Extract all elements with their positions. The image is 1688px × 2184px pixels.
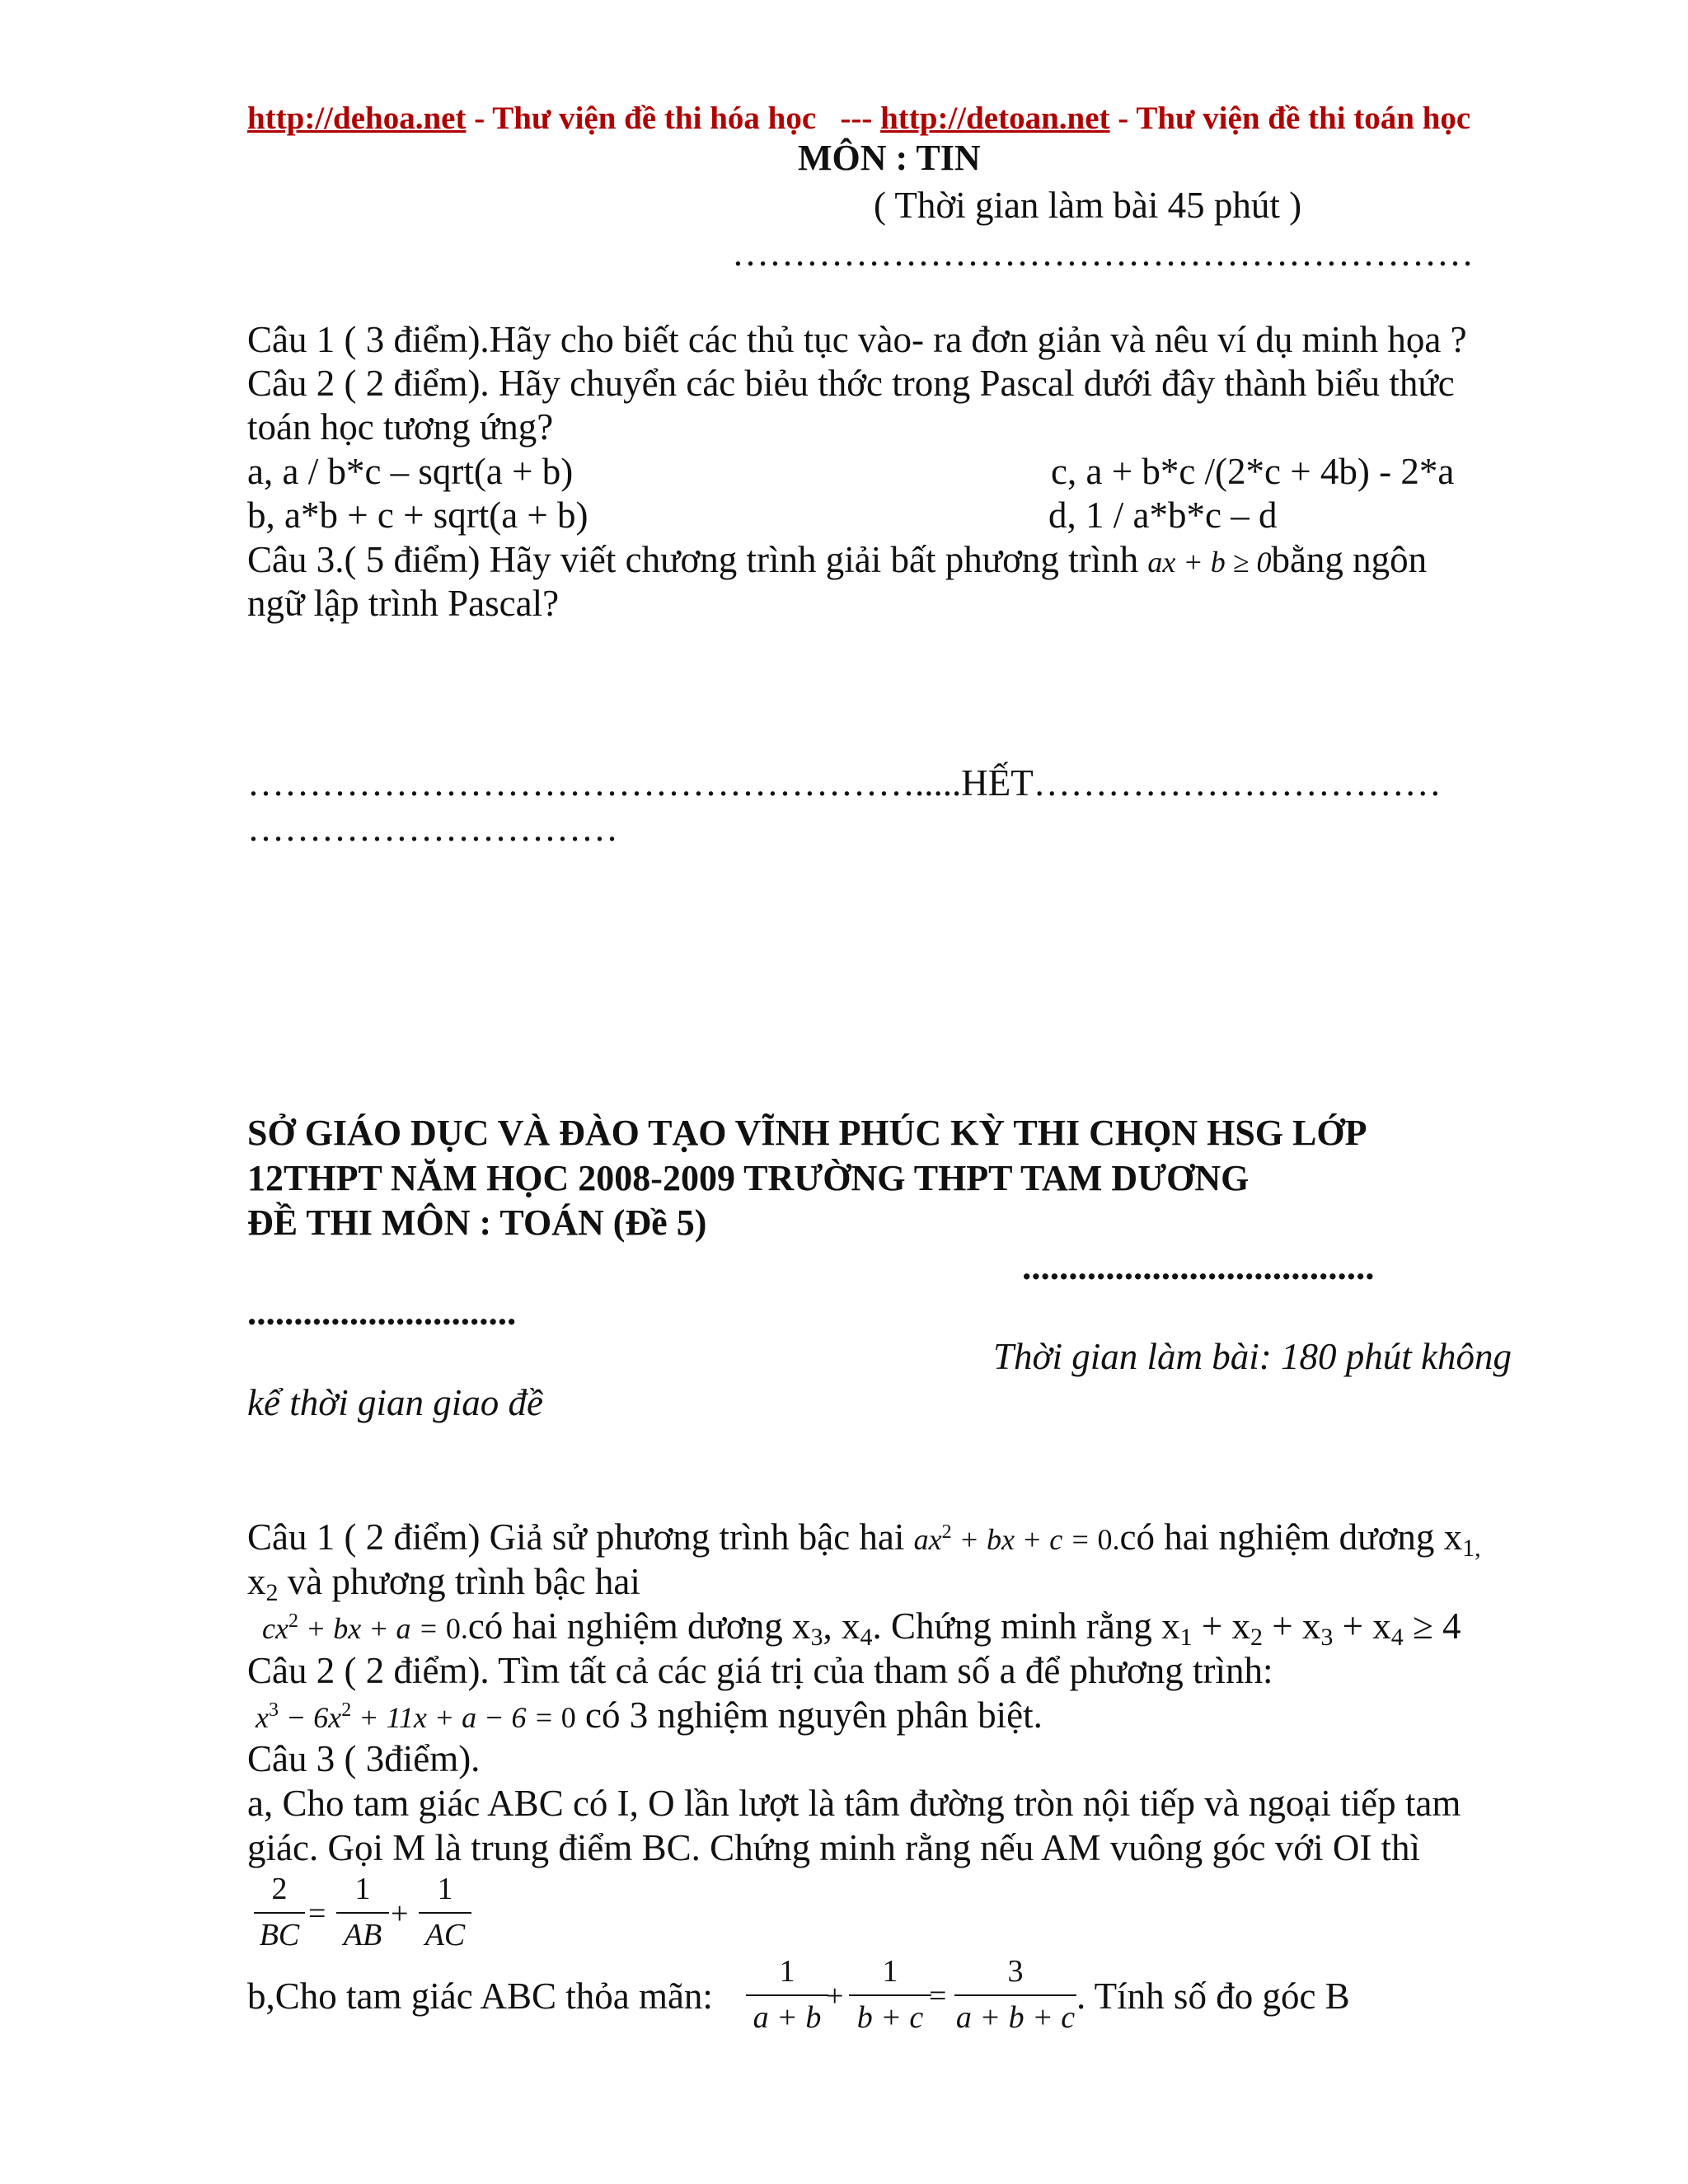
toan-question-1-line-2: $x_2$ và phương trình bậc hai: [247, 1561, 640, 1606]
tin-question-3-line-2: ngữ lập trình Pascal?: [247, 583, 560, 624]
dehoa-link[interactable]: http://dehoa.net: [247, 101, 467, 136]
fraction-1-over-a-plus-b: 1 a + b: [746, 1955, 828, 2036]
tin-q2-item-a: a, a / b*c – sqrt(a + b): [247, 451, 574, 492]
toan-question-3a-line-1: a, Cho tam giác ABC có I, O lần lượt là tâm đường tròn nội tiếp và ngoại tiếp tam: [247, 1783, 1461, 1824]
tin-q3-text: Câu 3.( 5 điểm) Hãy viết chương trình giải bất phương trình: [247, 539, 1148, 580]
toan-header-line-3: ĐỀ THI MÔN : TOÁN (Đề 5): [247, 1202, 707, 1243]
toan-header-line-2: 12THPT NĂM HỌC 2008-2009 TRƯỜNG THPT TAM DƯƠNG: [247, 1158, 1250, 1198]
toan-q2-text: có 3 nghiệm nguyên phân biệt.: [575, 1694, 1043, 1736]
toan-q1-text: Câu 1 ( 2 điểm) Giả sử phương trình bậc hai: [247, 1516, 914, 1558]
header-links: [247, 102, 1470, 134]
toan-dots-1: ......................................: [1022, 1246, 1375, 1287]
header-separator: ---: [840, 101, 873, 136]
toan-question-3a-line-2: giác. Gọi M là trung điểm BC. Chứng minh rằng nếu AM vuông góc với OI thì: [247, 1827, 1421, 1868]
toan-question-3b-text: . Tính số đo góc B: [1076, 1975, 1350, 2017]
tin-question-1: Câu 1 ( 3 điểm).Hãy cho biết các thủ tục vào- ra đơn giản và nêu ví dụ minh họa ?: [247, 319, 1467, 360]
tin-question-2-line-1: Câu 2 ( 2 điểm). Hãy chuyển các biẻu thớc trong Pascal dưới đây thành biểu thức: [247, 363, 1455, 404]
toan-question-2: Câu 2 ( 2 điểm). Tìm tất cả các giá trị của tham số a để phương trình:: [247, 1650, 1273, 1691]
toan-question-3: Câu 3 ( 3điểm).: [247, 1738, 481, 1779]
tin-question-3-line-1: [247, 541, 1427, 579]
toan-question-1-line-3: $cx^2$ + bx + a = 0.có hai nghiệm dương $x_3$, $x_4$. Chứng minh rằng $x_1 + x_2 + x_3 + x_4 \ge 4$: [262, 1605, 1461, 1651]
tin-q2-item-d: d, 1 / a*b*c – d: [1048, 494, 1278, 536]
toan-dots-2: .............................: [247, 1291, 517, 1333]
tin-q2-item-c: c, a + b*c /(2*c + 4b) - 2*a: [1051, 451, 1455, 492]
equals-sign: =: [308, 1896, 326, 1931]
toan-q1-roots-text-2: có hai nghiệm dương x: [467, 1605, 811, 1647]
toan-question-2-line-2: [256, 1694, 1043, 1736]
fraction-2-over-bc: 2 BC: [254, 1872, 305, 1953]
equals-sign-2: =: [929, 1979, 947, 2013]
plus-sign: +: [391, 1896, 409, 1931]
toan-q1-equation-1: $ax^2$ + bx + c = 0.: [913, 1521, 1120, 1556]
toan-time-line-2: kể thời gian giao đề: [247, 1382, 543, 1423]
plus-sign-2: +: [826, 1979, 844, 2013]
toan-q1-second-eq-text: và phương trình bậc hai: [278, 1561, 640, 1602]
tin-end-line-2: …………………………: [247, 808, 618, 849]
toan-question-3b-label: b,Cho tam giác ABC thỏa mãn:: [247, 1975, 713, 2017]
tin-q3-text-end: bằng ngôn: [1271, 539, 1428, 580]
toan-q1-prove-text: . Chứng minh rằng x: [872, 1605, 1180, 1647]
fraction-1-over-b-plus-c: 1 b + c: [849, 1955, 931, 2036]
toan-q1-roots-text: có hai nghiệm dương x: [1119, 1516, 1463, 1558]
tin-subject-title: MÔN : TIN: [798, 138, 981, 178]
tin-dots: ……………………………………………………: [732, 232, 1474, 274]
dehoa-desc: - Thư viện đề thi hóa học: [466, 101, 817, 136]
fraction-1-over-ab: 1 AB: [336, 1872, 389, 1953]
toan-q1-x2: x: [247, 1561, 266, 1602]
tin-duration: ( Thời gian làm bài 45 phút ): [874, 185, 1302, 226]
toan-header-line-1: SỞ GIÁO DỤC VÀ ĐÀO TẠO VĨNH PHÚC KỲ THI CHỌN HSG LỚP: [247, 1113, 1367, 1153]
detoan-link[interactable]: http://detoan.net: [880, 101, 1110, 136]
tin-q2-item-b: b, a*b + c + sqrt(a + b): [247, 494, 588, 536]
toan-question-1-line-1: Câu 1 ( 2 điểm) Giả sử phương trình bậc hai $ax^2$ + bx + c = 0.có hai nghiệm dương $x_{1,}$: [247, 1516, 1481, 1562]
toan-time-line-1: Thời gian làm bài: 180 phút không: [993, 1336, 1512, 1377]
fraction-1-over-ac: 1 AC: [419, 1872, 471, 1953]
toan-q1-equation-2: $cx^2$ + bx + a = 0.: [262, 1610, 468, 1645]
tin-end-line: ……………………………………………….....HẾT……………………………: [247, 762, 1442, 804]
toan-q2-equation: $x^3 - 6x^2 + 11x + a - 6 = 0$: [256, 1699, 576, 1734]
tin-q3-inequality: ax + b ≥ 0: [1147, 546, 1272, 579]
detoan-desc: - Thư viện đề thi toán học: [1109, 101, 1471, 136]
fraction-3-over-a-plus-b-plus-c: 3 a + b + c: [955, 1954, 1076, 2035]
tin-question-2-line-2: toán học tương ứng?: [247, 406, 554, 448]
